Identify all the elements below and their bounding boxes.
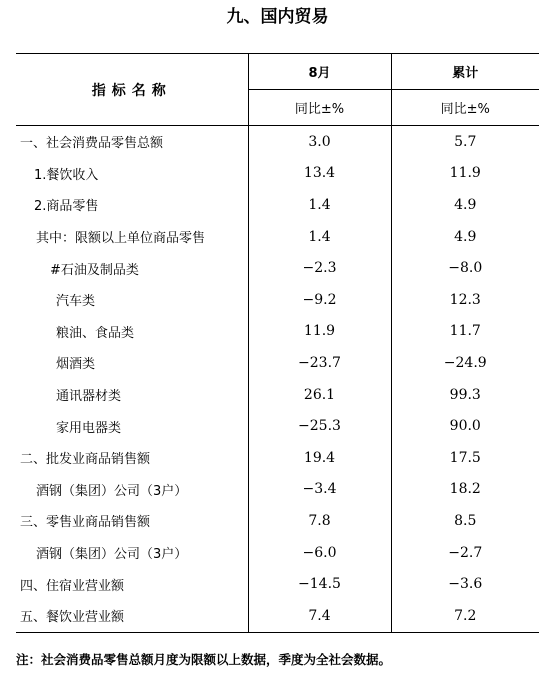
row-label: 粮油、食品类 [16, 316, 248, 348]
month-value: −25.3 [248, 410, 391, 442]
row-label: 一、社会消费品零售总额 [16, 126, 248, 158]
cumulative-value: 17.5 [449, 449, 481, 466]
cumulative-value: 4.9 [454, 228, 477, 245]
table-row [16, 347, 539, 379]
month-value: 26.1 [248, 379, 391, 411]
cumulative-subheader: 同比±% [391, 90, 539, 126]
row-label: 2.商品零售 [16, 189, 248, 221]
table-row [16, 189, 539, 221]
cumulative-value: 8.5 [454, 512, 477, 529]
row-label: 汽车类 [16, 284, 248, 316]
row-label: 四、住宿业营业额 [16, 568, 248, 600]
cumulative-value: −24.9 [443, 354, 487, 371]
row-label: 酒钢（集团）公司（3户） [16, 537, 248, 569]
table-row [16, 568, 539, 600]
table-row [16, 221, 539, 253]
footnote: 注：社会消费品零售总额月度为限额以上数据，季度为全社会数据。 [16, 652, 392, 667]
month-value: −3.4 [248, 474, 391, 506]
table-row [16, 379, 539, 411]
cumulative-value: 5.7 [454, 133, 477, 150]
page-title: 九、国内贸易 [226, 7, 329, 27]
row-label: 烟酒类 [16, 347, 248, 379]
cumulative-header: 累计 [452, 66, 479, 81]
row-label: 三、零售业商品销售额 [16, 505, 248, 537]
table-row [16, 537, 539, 569]
table-row [16, 410, 539, 442]
month-header: 8月 [248, 54, 391, 90]
month-value: 1.4 [248, 221, 391, 253]
indicator-header: 指标名称 [16, 54, 248, 126]
month-value: 3.0 [248, 126, 391, 158]
row-label: 1.餐饮收入 [16, 158, 248, 190]
month-subheader: 同比±% [248, 90, 391, 126]
cumulative-value: −2.7 [448, 544, 483, 561]
month-value: −9.2 [248, 284, 391, 316]
month-value: 7.4 [248, 600, 391, 632]
cumulative-value: 90.0 [449, 418, 481, 435]
row-label: 家用电器类 [16, 410, 248, 442]
row-label: 酒钢（集团）公司（3户） [16, 474, 248, 506]
month-value: 1.4 [248, 189, 391, 221]
table-row [16, 158, 539, 190]
table-row [16, 442, 539, 474]
cumulative-value: 11.9 [449, 165, 481, 182]
row-label: 通讯器材类 [16, 379, 248, 411]
cumulative-value: 7.2 [454, 607, 477, 624]
cumulative-value: 11.7 [449, 323, 481, 340]
row-label: 二、批发业商品销售额 [16, 442, 248, 474]
table-row [16, 505, 539, 537]
table-row [16, 600, 539, 632]
month-value: 13.4 [248, 158, 391, 190]
month-value: −23.7 [248, 347, 391, 379]
cumulative-value: −3.6 [448, 576, 483, 593]
month-value: −2.3 [248, 252, 391, 284]
month-value: −6.0 [248, 537, 391, 569]
cumulative-value: 99.3 [449, 386, 481, 403]
row-label: 五、餐饮业营业额 [16, 600, 248, 632]
table-row [16, 126, 539, 158]
month-value: 19.4 [248, 442, 391, 474]
cumulative-value: −8.0 [448, 260, 483, 277]
month-value: 11.9 [248, 316, 391, 348]
table-row [16, 316, 539, 348]
cumulative-value: 4.9 [454, 196, 477, 213]
month-value: −14.5 [248, 568, 391, 600]
cumulative-value: 18.2 [449, 481, 481, 498]
month-value: 7.8 [248, 505, 391, 537]
row-label: 其中：限额以上单位商品零售 [16, 221, 248, 253]
cumulative-value: 12.3 [449, 291, 481, 308]
table-row [16, 284, 539, 316]
table-row [16, 474, 539, 506]
trade-table [16, 53, 539, 633]
table-row [16, 252, 539, 284]
row-label: #石油及制品类 [16, 252, 248, 284]
